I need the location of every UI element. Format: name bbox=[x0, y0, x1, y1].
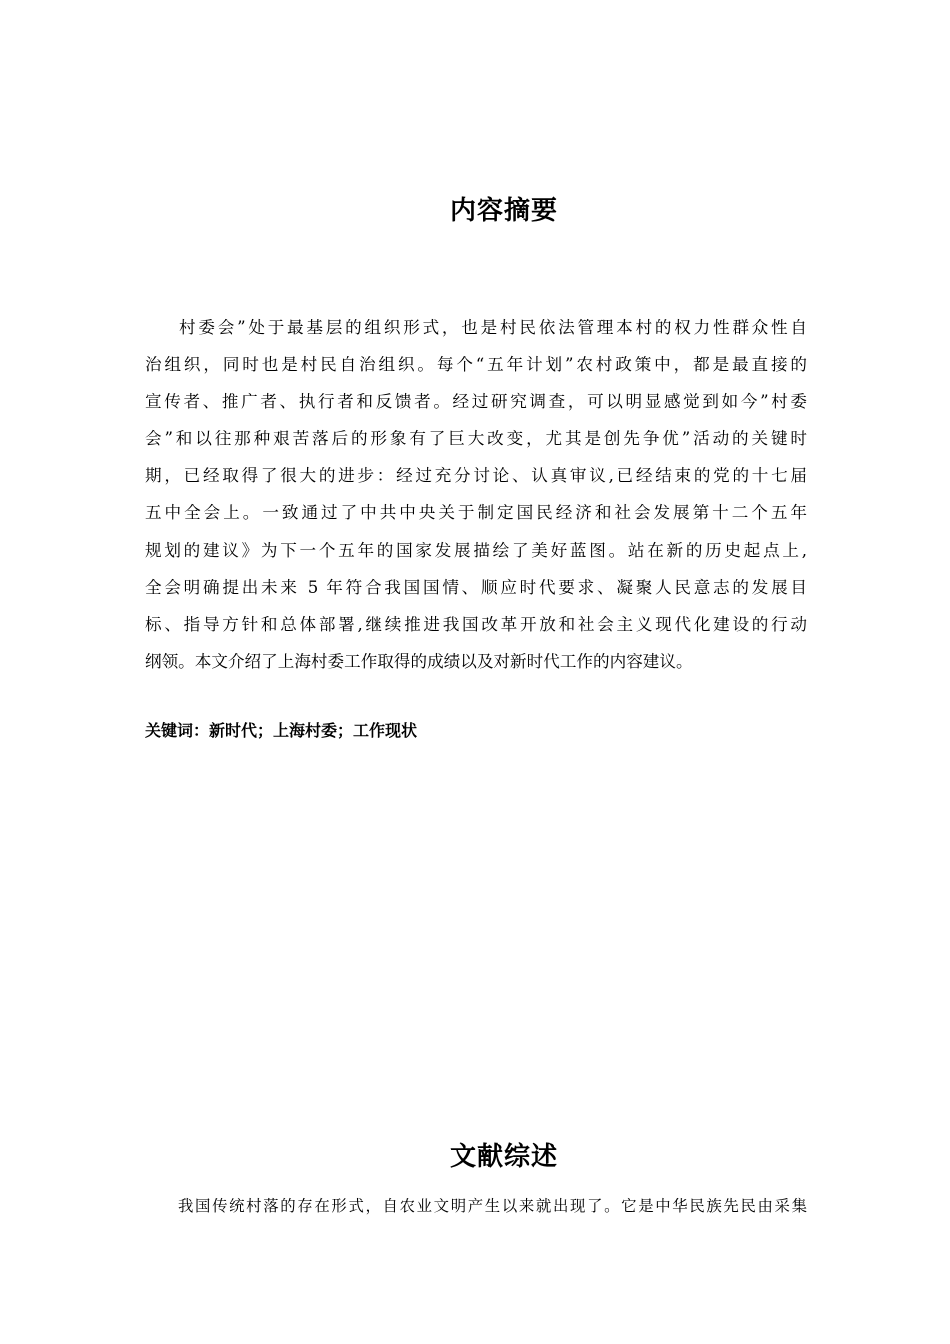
abstract-line: 村委会”处于最基层的组织形式，也是村民依法管理本村的权力性群众性自 bbox=[179, 318, 807, 337]
abstract-line: 会”和以往那种艰苦落后的形象有了巨大改变，尤其是创先争优”活动的关键时 bbox=[145, 429, 807, 449]
abstract-line: 宣传者、推广者、执行者和反馈者。经过研究调查，可以明显感觉到如今”村委 bbox=[145, 392, 807, 412]
abstract-line: 纲领。本文介绍了上海村委工作取得的成绩以及对新时代工作的内容建议。 bbox=[145, 651, 693, 671]
abstract-line: 五中全会上。一致通过了中共中央关于制定国民经济和社会发展第十二个五年 bbox=[145, 503, 807, 523]
literature-review-body bbox=[145, 1193, 807, 1219]
abstract-line: 规划的建议》为下一个五年的国家发展描绘了美好蓝图。站在新的历史起点上, bbox=[145, 540, 807, 560]
abstract-line: 全会明确提出未来 5 年符合我国国情、顺应时代要求、凝聚人民意志的发展目 bbox=[145, 577, 807, 597]
abstract-body bbox=[145, 309, 807, 680]
abstract-line: 标、指导方针和总体部署,继续推进我国改革开放和社会主义现代化建设的行动 bbox=[145, 614, 807, 634]
abstract-line: 期，已经取得了很大的进步：经过充分讨论、认真审议,已经结束的党的十七届 bbox=[145, 466, 807, 486]
abstract-title: 内容摘要 bbox=[449, 196, 558, 226]
keywords: 关键词：新时代；上海村委；工作现状 bbox=[145, 721, 418, 740]
review-line: 我国传统村落的存在形式，自农业文明产生以来就出现了。它是中华民族先民由采集 bbox=[178, 1197, 807, 1215]
literature-review-title: 文献综述 bbox=[449, 1142, 558, 1172]
abstract-line: 治组织，同时也是村民自治组织。每个“五年计划”农村政策中，都是最直接的 bbox=[145, 355, 807, 375]
